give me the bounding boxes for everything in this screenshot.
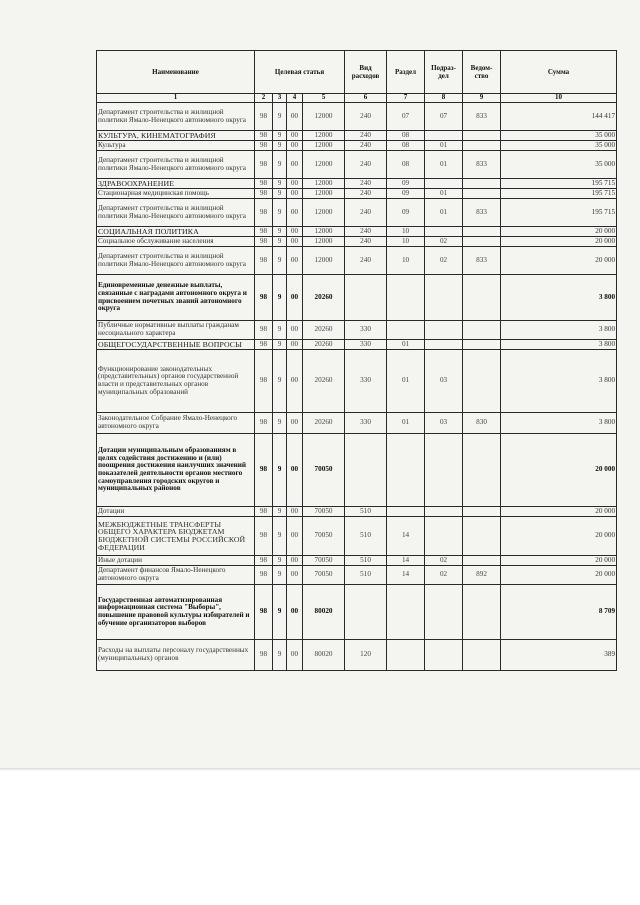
sum-cell: 3 800 (501, 413, 617, 434)
target-article-part-1: 98 (255, 227, 273, 237)
section-cell: 14 (387, 566, 425, 585)
department-cell: 833 (463, 247, 501, 275)
department-cell (463, 179, 501, 189)
section-cell: 10 (387, 237, 425, 247)
expense-type-cell: 510 (345, 556, 387, 566)
row-name: Департамент строительства и жилищной политики Ямало-Ненецкого автономного округа (97, 103, 255, 131)
department-cell (463, 340, 501, 350)
subsection-cell: 01 (425, 141, 463, 151)
target-article-part-4: 20260 (303, 413, 345, 434)
section-cell: 10 (387, 227, 425, 237)
expense-type-cell: 510 (345, 566, 387, 585)
sum-cell: 3 800 (501, 350, 617, 413)
column-number: 1 (97, 94, 255, 103)
subsection-cell (425, 340, 463, 350)
expense-type-cell (345, 434, 387, 507)
department-cell: 833 (463, 199, 501, 227)
target-article-part-3: 00 (287, 141, 303, 151)
column-number: 10 (501, 94, 617, 103)
table-row (97, 237, 617, 247)
column-number: 5 (303, 94, 345, 103)
target-article-part-2: 9 (273, 227, 287, 237)
table-row (97, 321, 617, 340)
target-article-part-3: 00 (287, 151, 303, 179)
column-number-row (97, 94, 617, 103)
section-cell (387, 321, 425, 340)
target-article-part-3: 00 (287, 275, 303, 321)
target-article-part-1: 98 (255, 434, 273, 507)
table-body (97, 103, 617, 671)
subsection-cell (425, 640, 463, 671)
target-article-part-4: 12000 (303, 227, 345, 237)
expense-type-cell: 510 (345, 507, 387, 517)
target-article-part-4: 70050 (303, 507, 345, 517)
target-article-part-3: 00 (287, 179, 303, 189)
department-cell (463, 141, 501, 151)
department-cell (463, 640, 501, 671)
target-article-part-2: 9 (273, 237, 287, 247)
department-cell (463, 131, 501, 141)
target-article-part-1: 98 (255, 585, 273, 640)
row-name: МЕЖБЮДЖЕТНЫЕ ТРАНСФЕРТЫ ОБЩЕГО ХАРАКТЕРА БЮДЖЕТАМ БЮДЖЕТНОЙ СИСТЕМЫ РОССИЙСКОЙ ФЕДЕРАЦИИ (97, 517, 255, 556)
sum-cell: 195 715 (501, 179, 617, 189)
row-name: ЗДРАВООХРАНЕНИЕ (97, 179, 255, 189)
section-cell (387, 275, 425, 321)
target-article-part-4: 12000 (303, 179, 345, 189)
subsection-cell: 02 (425, 566, 463, 585)
target-article-part-3: 00 (287, 350, 303, 413)
subsection-cell (425, 321, 463, 340)
target-article-part-1: 98 (255, 321, 273, 340)
target-article-part-2: 9 (273, 585, 287, 640)
target-article-part-2: 9 (273, 189, 287, 199)
header-department: Ведом-ство (463, 51, 501, 94)
subsection-cell: 02 (425, 556, 463, 566)
sum-cell: 35 000 (501, 141, 617, 151)
target-article-part-1: 98 (255, 413, 273, 434)
department-cell (463, 434, 501, 507)
section-cell: 01 (387, 350, 425, 413)
target-article-part-4: 80020 (303, 585, 345, 640)
sum-cell: 35 000 (501, 131, 617, 141)
page-edge-shadow (0, 768, 640, 771)
department-cell: 833 (463, 103, 501, 131)
table-row (97, 103, 617, 131)
target-article-part-2: 9 (273, 566, 287, 585)
sum-cell: 195 715 (501, 199, 617, 227)
table-header-row (97, 51, 617, 94)
target-article-part-1: 98 (255, 556, 273, 566)
target-article-part-3: 00 (287, 131, 303, 141)
section-cell (387, 434, 425, 507)
expense-type-cell: 240 (345, 237, 387, 247)
sum-cell: 144 417 (501, 103, 617, 131)
sum-cell: 20 000 (501, 247, 617, 275)
sum-cell: 35 000 (501, 151, 617, 179)
section-cell (387, 640, 425, 671)
expense-type-cell: 510 (345, 517, 387, 556)
subsection-cell: 02 (425, 237, 463, 247)
target-article-part-1: 98 (255, 131, 273, 141)
header-expense-type: Вид расходов (345, 51, 387, 94)
subsection-cell: 01 (425, 151, 463, 179)
target-article-part-1: 98 (255, 179, 273, 189)
row-name: КУЛЬТУРА, КИНЕМАТОГРАФИЯ (97, 131, 255, 141)
target-article-part-4: 70050 (303, 566, 345, 585)
target-article-part-2: 9 (273, 350, 287, 413)
expense-type-cell: 240 (345, 131, 387, 141)
column-number: 6 (345, 94, 387, 103)
target-article-part-4: 70050 (303, 434, 345, 507)
table-row (97, 227, 617, 237)
subsection-cell: 03 (425, 413, 463, 434)
target-article-part-3: 00 (287, 517, 303, 556)
target-article-part-3: 00 (287, 103, 303, 131)
expense-type-cell: 330 (345, 340, 387, 350)
column-number: 7 (387, 94, 425, 103)
expense-type-cell (345, 585, 387, 640)
expense-type-cell: 240 (345, 227, 387, 237)
target-article-part-1: 98 (255, 640, 273, 671)
target-article-part-2: 9 (273, 413, 287, 434)
target-article-part-2: 9 (273, 103, 287, 131)
sum-cell: 389 (501, 640, 617, 671)
department-cell (463, 350, 501, 413)
row-name: Дотации муниципальным образованиям в целях содействия достижению и (или) поощрения достижения наилучших значений показателей деятельности органов местного самоуправления городских округов и муниципальных районов (97, 434, 255, 507)
section-cell: 07 (387, 103, 425, 131)
subsection-cell (425, 517, 463, 556)
target-article-part-1: 98 (255, 103, 273, 131)
target-article-part-2: 9 (273, 640, 287, 671)
subsection-cell (425, 507, 463, 517)
header-section: Раздел (387, 51, 425, 94)
target-article-part-4: 12000 (303, 247, 345, 275)
target-article-part-3: 00 (287, 227, 303, 237)
target-article-part-2: 9 (273, 507, 287, 517)
target-article-part-3: 00 (287, 507, 303, 517)
expense-type-cell: 240 (345, 103, 387, 131)
budget-table (96, 50, 617, 671)
row-name: Департамент строительства и жилищной политики Ямало-Ненецкого автономного округа (97, 199, 255, 227)
target-article-part-3: 00 (287, 585, 303, 640)
row-name: Законодательное Собрание Ямало-Ненецкого автономного округа (97, 413, 255, 434)
table-row (97, 507, 617, 517)
table-row (97, 434, 617, 507)
department-cell (463, 189, 501, 199)
target-article-part-3: 00 (287, 566, 303, 585)
target-article-part-1: 98 (255, 237, 273, 247)
section-cell: 08 (387, 131, 425, 141)
section-cell: 09 (387, 189, 425, 199)
target-article-part-1: 98 (255, 141, 273, 151)
table-row (97, 340, 617, 350)
section-cell: 08 (387, 141, 425, 151)
table-row (97, 179, 617, 189)
column-number: 3 (273, 94, 287, 103)
sum-cell: 20 000 (501, 517, 617, 556)
table-row (97, 350, 617, 413)
row-name: Дотации (97, 507, 255, 517)
department-cell (463, 275, 501, 321)
target-article-part-2: 9 (273, 340, 287, 350)
column-number: 9 (463, 94, 501, 103)
target-article-part-1: 98 (255, 566, 273, 585)
expense-type-cell: 240 (345, 189, 387, 199)
department-cell (463, 227, 501, 237)
target-article-part-4: 12000 (303, 141, 345, 151)
target-article-part-3: 00 (287, 321, 303, 340)
target-article-part-2: 9 (273, 556, 287, 566)
target-article-part-1: 98 (255, 507, 273, 517)
header-sum: Сумма (501, 51, 617, 94)
target-article-part-1: 98 (255, 275, 273, 321)
target-article-part-2: 9 (273, 517, 287, 556)
target-article-part-2: 9 (273, 179, 287, 189)
target-article-part-4: 70050 (303, 517, 345, 556)
department-cell (463, 585, 501, 640)
target-article-part-3: 00 (287, 340, 303, 350)
table-row (97, 566, 617, 585)
sum-cell: 20 000 (501, 566, 617, 585)
department-cell: 830 (463, 413, 501, 434)
table-row (97, 189, 617, 199)
target-article-part-1: 98 (255, 340, 273, 350)
target-article-part-3: 00 (287, 247, 303, 275)
target-article-part-4: 80020 (303, 640, 345, 671)
target-article-part-2: 9 (273, 321, 287, 340)
department-cell (463, 237, 501, 247)
table-row (97, 275, 617, 321)
table-row (97, 585, 617, 640)
section-cell (387, 507, 425, 517)
expense-type-cell: 240 (345, 199, 387, 227)
target-article-part-1: 98 (255, 517, 273, 556)
table-row (97, 517, 617, 556)
target-article-part-2: 9 (273, 199, 287, 227)
table-row (97, 141, 617, 151)
subsection-cell: 01 (425, 189, 463, 199)
target-article-part-4: 12000 (303, 103, 345, 131)
header-subsection: Подраз-дел (425, 51, 463, 94)
section-cell: 08 (387, 151, 425, 179)
target-article-part-2: 9 (273, 151, 287, 179)
target-article-part-2: 9 (273, 141, 287, 151)
target-article-part-3: 00 (287, 434, 303, 507)
department-cell (463, 517, 501, 556)
target-article-part-4: 12000 (303, 189, 345, 199)
subsection-cell: 01 (425, 199, 463, 227)
table-row (97, 640, 617, 671)
target-article-part-2: 9 (273, 131, 287, 141)
target-article-part-3: 00 (287, 237, 303, 247)
subsection-cell (425, 179, 463, 189)
subsection-cell: 03 (425, 350, 463, 413)
row-name: СОЦИАЛЬНАЯ ПОЛИТИКА (97, 227, 255, 237)
sum-cell: 20 000 (501, 556, 617, 566)
target-article-part-2: 9 (273, 434, 287, 507)
section-cell: 01 (387, 340, 425, 350)
sum-cell: 20 000 (501, 237, 617, 247)
table-row (97, 151, 617, 179)
row-name: Функционирование законодательных (представительных) органов государственной власти и представительных органов муниципальных образований (97, 350, 255, 413)
expense-type-cell: 240 (345, 141, 387, 151)
row-name: Государственная автоматизированная информационная система "Выборы", повышение правовой культуры избирателей и обучение организаторов выборов (97, 585, 255, 640)
row-name: Иные дотации (97, 556, 255, 566)
expense-type-cell: 240 (345, 179, 387, 189)
target-article-part-4: 20260 (303, 321, 345, 340)
target-article-part-1: 98 (255, 199, 273, 227)
row-name: Социальное обслуживание населения (97, 237, 255, 247)
target-article-part-4: 20260 (303, 275, 345, 321)
column-number: 2 (255, 94, 273, 103)
sum-cell: 3 800 (501, 321, 617, 340)
row-name: Единовременные денежные выплаты, связанные с наградами автономного округа и присвоением почетных званий автономного округа (97, 275, 255, 321)
sum-cell: 8 709 (501, 585, 617, 640)
section-cell: 01 (387, 413, 425, 434)
target-article-part-3: 00 (287, 189, 303, 199)
subsection-cell (425, 275, 463, 321)
section-cell: 10 (387, 247, 425, 275)
section-cell (387, 585, 425, 640)
sum-cell: 20 000 (501, 227, 617, 237)
subsection-cell: 02 (425, 247, 463, 275)
department-cell: 833 (463, 151, 501, 179)
expense-type-cell: 120 (345, 640, 387, 671)
row-name: ОБЩЕГОСУДАРСТВЕННЫЕ ВОПРОСЫ (97, 340, 255, 350)
target-article-part-3: 00 (287, 556, 303, 566)
row-name: Публичные нормативные выплаты гражданам несоциального характера (97, 321, 255, 340)
expense-type-cell: 240 (345, 151, 387, 179)
department-cell (463, 321, 501, 340)
row-name: Культура (97, 141, 255, 151)
row-name: Расходы на выплаты персоналу государственных (муниципальных) органов (97, 640, 255, 671)
target-article-part-4: 20260 (303, 350, 345, 413)
subsection-cell (425, 434, 463, 507)
header-name: Наименование (97, 51, 255, 94)
department-cell: 892 (463, 566, 501, 585)
section-cell: 09 (387, 179, 425, 189)
target-article-part-1: 98 (255, 350, 273, 413)
table-row (97, 556, 617, 566)
header-target-article: Целевая статья (255, 51, 345, 94)
target-article-part-4: 20260 (303, 340, 345, 350)
target-article-part-1: 98 (255, 189, 273, 199)
table-row (97, 131, 617, 141)
target-article-part-1: 98 (255, 247, 273, 275)
section-cell: 14 (387, 556, 425, 566)
target-article-part-4: 12000 (303, 151, 345, 179)
table-row (97, 199, 617, 227)
expense-type-cell: 330 (345, 413, 387, 434)
row-name: Департамент строительства и жилищной политики Ямало-Ненецкого автономного округа (97, 247, 255, 275)
target-article-part-4: 12000 (303, 131, 345, 141)
sum-cell: 20 000 (501, 507, 617, 517)
subsection-cell (425, 131, 463, 141)
section-cell: 14 (387, 517, 425, 556)
sum-cell: 3 800 (501, 340, 617, 350)
target-article-part-3: 00 (287, 413, 303, 434)
expense-type-cell: 330 (345, 321, 387, 340)
target-article-part-4: 70050 (303, 556, 345, 566)
target-article-part-3: 00 (287, 199, 303, 227)
section-cell: 09 (387, 199, 425, 227)
target-article-part-4: 12000 (303, 199, 345, 227)
expense-type-cell (345, 275, 387, 321)
subsection-cell (425, 227, 463, 237)
column-number: 8 (425, 94, 463, 103)
department-cell (463, 556, 501, 566)
sum-cell: 195 715 (501, 189, 617, 199)
target-article-part-4: 12000 (303, 237, 345, 247)
subsection-cell (425, 585, 463, 640)
column-number: 4 (287, 94, 303, 103)
row-name: Департамент строительства и жилищной политики Ямало-Ненецкого автономного округа (97, 151, 255, 179)
department-cell (463, 507, 501, 517)
expense-type-cell: 240 (345, 247, 387, 275)
row-name: Департамент финансов Ямало-Ненецкого автономного округа (97, 566, 255, 585)
target-article-part-3: 00 (287, 640, 303, 671)
target-article-part-2: 9 (273, 275, 287, 321)
sum-cell: 3 800 (501, 275, 617, 321)
row-name: Стационарная медицинская помощь (97, 189, 255, 199)
target-article-part-2: 9 (273, 247, 287, 275)
target-article-part-1: 98 (255, 151, 273, 179)
sum-cell: 20 000 (501, 434, 617, 507)
subsection-cell: 07 (425, 103, 463, 131)
table-row (97, 247, 617, 275)
expense-type-cell: 330 (345, 350, 387, 413)
table-row (97, 413, 617, 434)
